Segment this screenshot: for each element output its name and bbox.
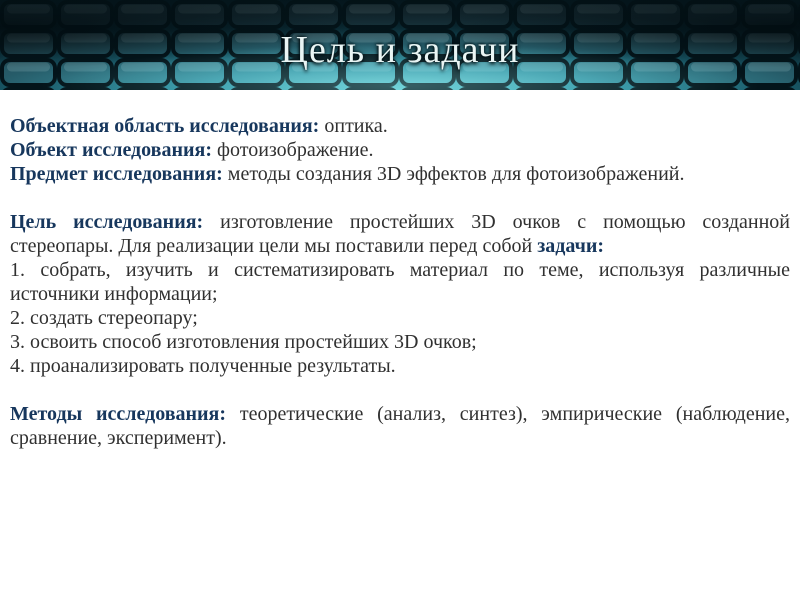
- methods-label: Методы исследования:: [10, 403, 227, 425]
- task-item-3: 3. освоить способ изготовления простейших 3D очков;: [10, 331, 477, 353]
- object-label: Объект исследования:: [10, 139, 213, 161]
- methods-value: теоретические (анализ, синтез), эмпирические (наблюдение, сравнение, эксперимент).: [10, 403, 790, 449]
- goal-text: изготовление простейших 3D очков с помощью созданной стереопары. Для реализации цели мы поставили перед собой: [10, 211, 790, 257]
- paragraph-subject: [10, 162, 790, 186]
- paragraph-object: [10, 138, 790, 162]
- paragraph-object-area: [10, 114, 790, 138]
- goal-label: Цель исследования:: [10, 211, 204, 233]
- slide-body-text: [10, 114, 790, 450]
- task-item-1: 1. собрать, изучить и систематизировать материал по теме, используя различные источники информации;: [10, 259, 790, 305]
- goal-tasks-word: задачи:: [537, 235, 605, 257]
- subject-label: Предмет исследования:: [10, 163, 223, 185]
- subject-value: методы создания 3D эффектов для фотоизображений.: [222, 163, 685, 185]
- task-item-2: 2. создать стереопару;: [10, 307, 198, 329]
- task-item-4: 4. проанализировать полученные результаты.: [10, 355, 396, 377]
- paragraph-methods: [10, 402, 790, 450]
- slide-header: [0, 0, 800, 90]
- object-area-value: оптика.: [319, 115, 388, 137]
- slide-title: Цель и задачи: [280, 29, 520, 71]
- paragraph-goal: [10, 210, 790, 258]
- object-area-label: Объектная область исследования:: [10, 115, 320, 137]
- object-value: фотоизображение.: [212, 139, 374, 161]
